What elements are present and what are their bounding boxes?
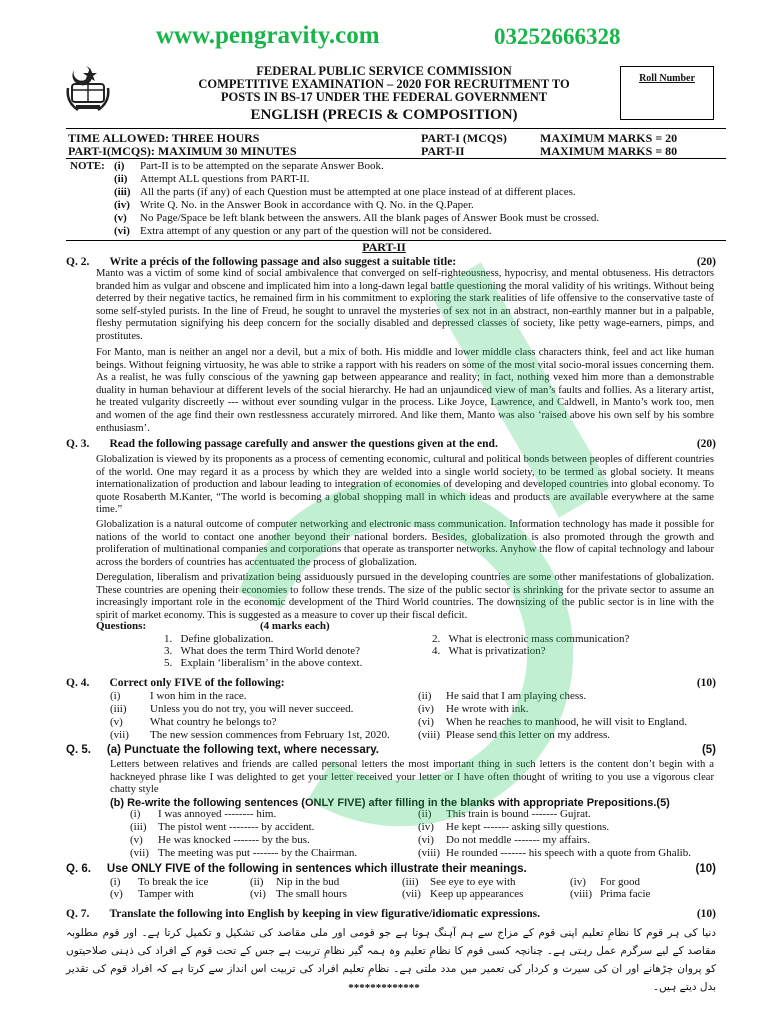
q3-item-4: 4. What is privatization? [432,645,546,657]
government-crest-icon [66,64,110,112]
q5-punctuate-text: Letters between relatives and friends are called personal letters the most important thing in such letters is the content don’t begin with a hackneyed phrase like I was delighted to get your letter received your letter or I have often thought of writing to you use a vigorous clear chatty style [110,759,714,796]
max-marks-2: MAXIMUM MARKS = 80 [540,144,678,158]
list-item: (i) I was annoyed -------- him. [130,808,277,820]
header-line-3: POSTS IN BS-17 UNDER THE FEDERAL GOVERNMENT [220,90,548,104]
note-item: (iii) All the parts (if any) of each Question must be attempted at one place instead of at different places. [114,186,576,198]
q6-item: (viii) Prima facie [570,888,651,900]
q6-item: (vi) The small hours [250,888,347,900]
questions-marks: (4 marks each) [260,620,330,632]
list-item: (i) I won him in the race. [110,690,247,702]
time-allowed: TIME ALLOWED: THREE HOURS [68,131,260,145]
q6-heading: Q. 6. Use ONLY FIVE of the following in sentences which illustrate their meanings. (10) [66,863,716,875]
subject-title: ENGLISH (PRECIS & COMPOSITION) [250,107,518,123]
notes-list [114,160,714,238]
list-item: (vii) The meeting was put ------- by the Chairman. [130,847,358,859]
q5-left-list [130,808,410,860]
note-item: (i) Part-II is to be attempted on the separate Answer Book. [114,160,384,172]
list-item: (v) What country he belongs to? [110,716,277,728]
divider [66,158,726,159]
list-item: (viii) Please send this letter on my address. [418,729,611,741]
list-item: (vi) When he reaches to manhood, he will visit to England. [418,716,688,728]
q3-item-2: 2. What is electronic mass communication? [432,633,630,645]
list-item: (iii) The pistol went -------- by accident. [130,821,315,833]
q3-paragraph-3: Deregulation, liberalism and privatization being assiduously pursued in the developing countries are some other manifestations of globalization. These countries are opening their economies to follow these trends. The size of the public sector is shrinking for the private sector to assume an increasingly important role in the economic development of the Third World countries. The downsizing of the public sector is in line with the spirit of market economy. This is suggested as a measure to cover up their fiscal deficit. [96,572,714,621]
q6-item: (vii) Keep up appearances [402,888,524,900]
list-item: (v) He was knocked ------- by the bus. [130,834,310,846]
website-text: www.pengravity.com [156,22,380,49]
list-item: (ii) This train is bound ------- Gujrat. [418,808,591,820]
q2-heading: Q. 2. Write a précis of the following passage and also suggest a suitable title: (20) [66,256,716,268]
part-title: PART-II [362,240,406,254]
q6-item: (iv) For good [570,876,641,888]
list-item: (vi) Do not meddle ------- my affairs. [418,834,590,846]
q3-item-3: 3. What does the term Third World denote? [164,645,361,657]
end-mark: ************* [348,982,420,994]
list-item: (viii) He rounded ------- his speech with a quote from Ghalib. [418,847,691,859]
note-item: (vi) Extra attempt of any question or any part of the question will not be considered. [114,225,492,237]
max-marks-1: MAXIMUM MARKS = 20 [540,131,678,145]
q3-item-5: 5. Explain ‘liberalism’ in the above context. [164,657,363,669]
part2-label: PART-II [421,144,465,158]
list-item: (iv) He kept ------- asking silly questions. [418,821,610,833]
part1-label: PART-I (MCQS) [421,131,507,145]
q3-paragraph-1: Globalization is viewed by its proponents as a process of cementing economic, cultural and political bonds between peoples of different countries of the world. One may regard it as a process by which they are welded into a single world society, to be termed as global society. It means internationalization of production and labour leading to integration of economies of developing and developed countries into global economy. To quote Rosaberth M.Kanter, “The world is becoming a global shopping mall in which ideas and products are available everywhere at the same time.” [96,454,714,516]
q5-b-heading: (b) Re-write the following sentences (ONLY FIVE) after filling in the blanks with appropriate Prepositions.(5) [110,797,670,809]
q3-paragraph-2: Globalization is a natural outcome of computer networking and electronic mass communication. Information technology has made it possible for nations of the world to contact one another beyond their national borders. Besides, globalization is also promoted through the growth and proliferation of multinational companies and corporations that operate as transporter networks. Anyhow the flow of capital technology and labour across the borders of countries has accentuated the process of globalization. [96,519,714,568]
note-item: (v) No Page/Space be left blank between the answers. All the blank pages of Answer Book must be crossed. [114,212,600,224]
q6-item: (iii) See eye to eye with [402,876,516,888]
q4-left-list [110,690,410,742]
q2-paragraph-1: Manto was a victim of some kind of social ambivalence that converged on self-righteousness, hypocrisy, and mental obtuseness. His detractors branded him as vulgar and obscene and implicated him into a long-dawn legal battle questioning the moral validity of his writings. Without being deterred by their negative tactics, he remained firm in his commitment to exploring the stark realities of life offensive to the conservative taste of some self-styled purists. In the line of Freud, he sought to unravel the mysteries of sex not in an abstract, non-earthly manner but in a palpable, fleshy permutation signifying his deep concern for the socially disabled and depressed classes of society, like petty wage-earners, pimps, and prostitutes. [96,268,714,342]
q2-paragraph-2: For Manto, man is neither an angel nor a devil, but a mix of both. His middle and lower middle class characters think, feel and act like human beings. Without feigning virtuosity, he was able to strike a rapport with his readers on some of the most vital socio-moral issues concerning them. As a realist, he was fully conscious of the yawning gap between appearance and reality; in fact, nothing vexed him more than a demonstrable duality in human behaviour at different levels of the social hierarchy. He had an unjaundiced view of man’s faults and follies. As a literary artist, he treated vulgarity discreetly --- without ever sounding vulgar in the process. Like Joyce, Lawrence, and Caldwell, in Manto’s work too, men and women of the age find their own restlessness accurately mirrored. And like them, Manto was also ‘raised above his own self by his sombre enthusiasm’. [96,347,714,434]
phone-text: 03252666328 [494,24,621,49]
q3-heading: Q. 3. Read the following passage carefully and answer the questions given at the end. (20) [66,438,716,450]
roll-number-box [620,66,714,120]
note-item: (iv) Write Q. No. in the Answer Book in accordance with Q. No. in the Q.Paper. [114,199,474,211]
note-item: (ii) Attempt ALL questions from PART-II. [114,173,310,185]
list-item: (iii) Unless you do not try, you will never succeed. [110,703,354,715]
q6-item: (v) Tamper with [110,888,194,900]
roll-number-label: Roll Number [639,73,695,84]
q3-item-1: 1. Define globalization. [164,633,274,645]
part1-time: PART-I(MCQS): MAXIMUM 30 MINUTES [68,144,297,158]
q6-item: (i) To break the ice [110,876,209,888]
questions-label: Questions: [96,620,147,632]
note-label: NOTE: [70,160,105,172]
list-item: (iv) He wrote with ink. [418,703,529,715]
site-banner [0,22,768,56]
q7-urdu-passage: دنیا کی ہر قوم کا نظامِ تعلیم اپنی قوم کے مزاج سے ہم آہنگ ہوتا ہے جو قومی اور ملی مقاصد کی تشکیل و تکمیل کرتا ہے۔ اور قوم مطلوبہ مقاصد کے لیے سرگرم عمل رہتی ہے۔ چنانچہ کسی قوم کا نظامِ تعلیم وہ ہمہ گیر نظامِ تربیت ہے جس کے تحت قوم کے افراد کی ذہنی صلاحیتوں کو پروان چڑھانے اور ان کی سیرت و کردار کی تعمیر میں مدد ملتی ہے۔ نظامِ تعلیم افراد کی تربیت اس انداز سے کرتا ہے کہ افراد قوم کی تقدیر بدل دیتے ہیں۔ [66,927,716,993]
header-line-1: FEDERAL PUBLIC SERVICE COMMISSION [256,64,512,78]
q5-heading: Q. 5. (a) Punctuate the following text, where necessary. (5) [66,744,716,756]
q6-item: (ii) Nip in the bud [250,876,340,888]
q5-right-list [418,808,718,860]
q4-right-list [418,690,718,742]
q7-heading: Q. 7. Translate the following into English by keeping in view figurative/idiomatic expressions. (10) [66,908,716,920]
list-item: (ii) He said that I am playing chess. [418,690,587,702]
list-item: (vii) The new session commences from February 1st, 2020. [110,729,390,741]
header-line-2: COMPETITIVE EXAMINATION – 2020 FOR RECRUITMENT TO [198,77,570,91]
q4-heading: Q. 4. Correct only FIVE of the following: (10) [66,677,716,689]
divider [66,128,726,129]
